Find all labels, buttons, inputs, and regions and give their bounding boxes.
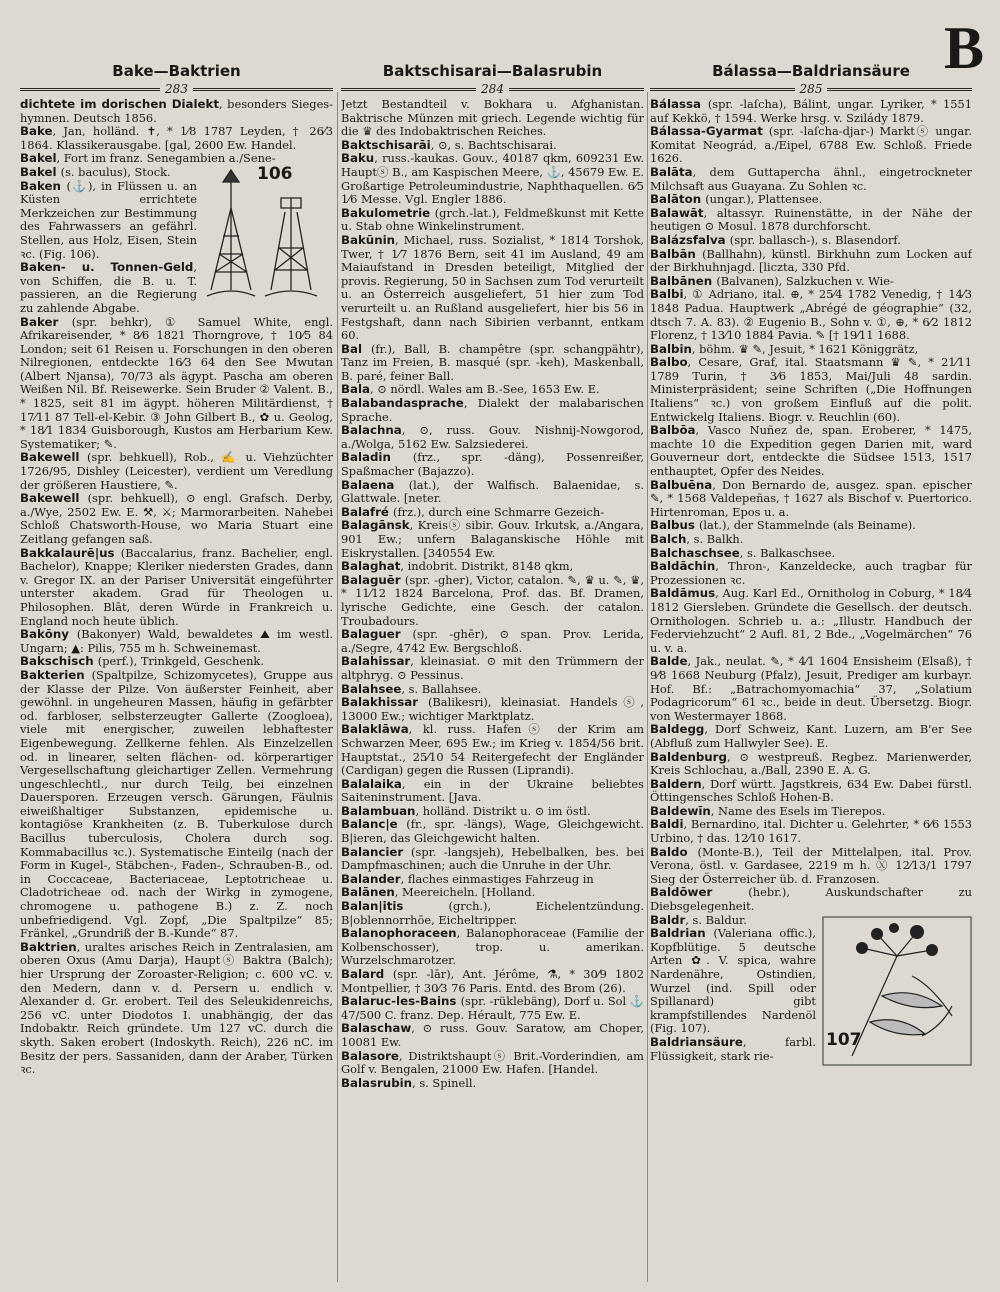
entry: Baken (⚓), in Flüssen u. an Küsten errichtete Merkzeichen zur Bestimmung des Fahrwassers an gefährl. Stellen, aus Holz, Eisen, Stein ꝛc. (Fig. 106). <box>20 178 197 261</box>
page-number: 283 <box>165 82 188 96</box>
entry: Balbi, ① Adriano, ital. ⊕, * 25⁄4 1782 Venedig, † 14⁄3 1848 Padua. Hauptwerk „Abrégé de géographie“ (32, dtsch 7. A. 83). ② Eugenio B., Sohn v. ①, ⊕, * 6⁄2 1812 Florenz, † 13⁄10 1884 Pavia. ✎ [† 19⁄11 1688. <box>650 287 972 343</box>
entry: Balancier (spr. -langsjeh), Hebelbalken, bes. bei Dampfmaschinen; auch die Unruhe in der Uhr. <box>341 844 644 873</box>
entry: Balchaschsee, s. Balkaschsee. <box>650 545 836 560</box>
entry: Balachna, ⊙, russ. Gouv. Nishnij-Nowgorod, a./Wolga, 5162 Ew. Salzsiederei. <box>341 423 644 451</box>
entry: Bala, ⊙ nördl. Wales am B.-See, 1653 Ew. E. <box>341 382 600 397</box>
page-number-bar <box>20 82 333 96</box>
entry: Balch, s. Balkh. <box>650 532 744 546</box>
entry: Balaghat, indobrit. Distrikt, 8148 qkm, <box>341 559 574 574</box>
entry: Baldegg, Dorf Schweiz, Kant. Luzern, am B'er See (Abfluß zum Hallwyler See). E. <box>650 722 972 750</box>
entry: Bálassa-Gyarmat (spr. -laſcha-djar-) Marktⓢ ungar. Komitat Neográd, a./Eipel, 6788 Ew. Schloß. Friede 1626. <box>650 124 972 166</box>
entry-list <box>650 98 972 1063</box>
entry: Jetzt Bestandteil v. Bokhara u. Afghanistan. Baktrische Münzen mit griech. Legende wichtig für die ♛ des Indobaktrischen Reiches. <box>341 97 644 139</box>
entry: Balbo, Cesare, Graf, ital. Staatsmann ♛ ✎, * 21⁄11 1789 Turin, † 3⁄6 1853, Mai/Juli 48 sardin. Ministerpräsident; seine Schriften („Die Hoffnungen Italiens“ ꝛc.) von großem Einfluß auf die polit. Entwickelg Italiens. Biogr. v. Reuchlin (60). <box>650 355 972 424</box>
entry: Bakschisch (perf.), Trinkgeld, Geschenk. <box>20 654 264 669</box>
entry: Baldewīn, Name des Esels im Tierepos. <box>650 803 886 818</box>
column-1 <box>20 60 333 1286</box>
column-2 <box>341 60 644 1286</box>
entry: Balaruc-les-Bains (spr. -rüklebäng), Dorf u. Sol ⚓ 47/500 C. franz. Dep. Hérault, 775 Ew. E. <box>341 994 644 1022</box>
entry: Balagānsk, Kreisⓢ sibir. Gouv. Irkutsk, a./Angara, 901 Ew.; unfern Balaganskische Höhle mit Eiskrystallen. [340554 Ew. <box>341 518 644 560</box>
entry: Baker (spr. behkr), ① Samuel White, engl. Afrikareisender, * 8⁄6 1821 Thorngrove, † 10⁄5 84 London; seit 61 Reisen u. Forschungen in den oberen Nilregionen, entdeckte 16⁄3 64 den See Mwutan (Albert Njansa), 70/73 als ägypt. Pascha am oberen Weißen Nil. Bf. Reisewerke. Sein Bruder ② Valent. B., * 1825, seit 81 im ägypt. höheren Militärdienst, † 17⁄11 87 Tell-el-Kebir. ③ John Gilbert B., ✿ u. Geolog, * 18⁄1 1834 Guisborough, Kustos am Herbarium Kew. Systematiker; ✎. <box>20 314 333 451</box>
entry: Baldōwer (hebr.), Auskundschafter zu Diebsgelegenheit. <box>650 885 972 914</box>
page-number: 284 <box>481 82 504 96</box>
entry: Baldāmus, Aug. Karl Ed., Ornitholog in Coburg, * 18⁄4 1812 Giersleben. Gründete die Gesellsch. der deutsch. Ornithologen. Schrieb u. a.: „Illustr. Handbuch der Federviehzucht“ 2 Aufl. 81, 2 Bde., „Vogelmärchen“ 76 u. v. a. <box>650 586 972 655</box>
entry: Balāta, dem Guttapercha ähnl., eingetrockneter Milchsaft aus Guayana. Zu Sohlen ꝛc. <box>650 164 972 193</box>
entry: Balbānen (Balvanen), Salzkuchen v. Wie- <box>650 273 894 288</box>
entry: Balakhissar (Balikesri), kleinasiat. Handelsⓢ, 13000 Ew.; wichtiger Marktplatz. <box>341 695 644 723</box>
entry: Balaena (lat.), der Walfisch. Balaenidae, s. Glattwale. [neter. <box>341 477 644 506</box>
entry: Balahissar, kleinasiat. ⊙ mit den Trümmern der altphryg. ⊙ Pessinus. <box>341 654 644 682</box>
figure-beacon <box>203 163 333 306</box>
entry: Balahsee, s. Ballahsee. <box>341 681 482 696</box>
column-divider <box>337 92 338 1282</box>
entry: Baldāchin, Thron-, Kanzeldecke, auch tragbar für Prozessionen ꝛc. <box>650 559 972 587</box>
entry: Baktschisarāi, ⊙, s. Bachtschisarai. <box>341 137 557 152</box>
entry: Balbuēna, Don Bernardo de, ausgez. span. epischer ✎, * 1568 Valdepeñas, † 1627 als Bischof v. Puertorico. Hirtenroman, Epos u. a. <box>650 477 972 519</box>
entry: Balawāt, altassyr. Ruinenstätte, in der Nähe der heutigen ⊙ Mosul. 1878 durchforscht. <box>650 205 972 234</box>
entry: Bakōny (Bakonyer) Wald, bewaldetes ⛰ im westl. Ungarn; ▲: Pilis, 755 m h. Schweinemast. <box>20 627 333 655</box>
page-number-bar <box>650 82 972 96</box>
entry: Bakkalaurē|us (Baccalarius, franz. Bachelier, engl. Bachelor), Knappe; Kleriker niedersten Grades, dann v. Gregor IX. an der Pariser Universität eingeführter unterster akadem. Grad für Theologen u. Philosophen. Blāt, deren Würde in Frankreich u. England noch heute üblich. <box>20 545 333 628</box>
page-number: 285 <box>799 82 823 96</box>
entry: Baken- u. Tonnen-Geld, von Schiffen, die B. u. T. passieren, an die Regierung zu zahlende Abgabe. <box>20 260 197 315</box>
entry: Bal (fr.), Ball, B. champêtre (spr. schangpähtr), Tanz im Freien, B. masqué (spr. -keh), Maskenball, B. paré, feiner Ball. <box>341 341 644 383</box>
running-header: Bake—Baktrien <box>112 62 241 80</box>
entry-list <box>20 98 333 1077</box>
entry: Balbān (Ballhahn), künstl. Birkhuhn zum Locken auf der Birkhuhnjagd. [liczta, 330 Pfd. <box>650 246 972 275</box>
column-3 <box>650 60 972 1286</box>
entry: Balafré (frz.), durch eine Schmarre Gezeich- <box>341 504 605 519</box>
running-header: Baktschisarai—Balasrubin <box>382 62 603 80</box>
figure-valerian <box>822 916 972 1066</box>
entry: Balalaika, ein in der Ukraine beliebtes Saiteninstrument. [Java. <box>341 776 644 805</box>
entry: Balānen, Meereicheln. [Holland. <box>341 885 536 900</box>
entry: Bakterien (Spaltpilze, Schizomycetes), Gruppe aus der Klasse der Pilze. Von äußerster Feinheit, aber gewöhnl. in ungeheuren Massen, häufig in gefärbter od. farbloser, selbsterzeugter Gallerte (Zoogloea), viele mit energischer, zuweilen lebhaftester Eigenbewegung. Zellkerne fehlen. Als Einzelzellen od. in linearer, selten flächen- od. körperartiger Vergesellschaftung gleichartiger Zellen. Vermehrung ungeschlechtl., nur durch Teilg, bei einzelnen Dauersporen. Erzeugen versch. Gärungen, Fäulnis eiweißhaltiger Substanzen, epidemische u. kontagiöse Krankheiten (z. B. Tuberkulose durch Bacillus tuberculosis, Cholera durch sog. Kommabacillus ꝛc.). Systematische Einteilg (nach der Form in Kugel-, Stäbchen-, Faden-, Schrauben-B., od. in Coccaceae, Bacteriaceae, Leptotricheae u. Cladotricheae od. nach der Wirkg in zymogene, chromogene u. pathogene B.) z. Z. noch unbefriedigend. Vgl. Zopf, „Die Spaltpilze“ 85; Fränkel, „Grundriß der B.-Kunde“ 87. <box>20 667 333 941</box>
entry: Balázsfalva (spr. ballasch-), s. Blasendorf. <box>650 232 901 247</box>
entry: Balbin, böhm. ♛ ✎, Jesuit, * 1621 Königgrätz, <box>650 341 919 356</box>
entry: Baldi, Bernardino, ital. Dichter u. Gelehrter, * 6⁄6 1553 Urbino, † das. 12⁄10 1617. <box>650 817 972 846</box>
entry: Baldrian (Valeriana offic.), Kopfblütige. 5 deutsche Arten ✿. V. spica, wahre Nardenähre, Ostindien, Wurzel (ind. Spill oder Spillanard) gibt krampfstillendes Nardenöl (Fig. 107). <box>650 926 816 1036</box>
entry: Baladin (frz., spr. -däng), Possenreißer, Spaßmacher (Bajazzo). <box>341 450 644 479</box>
entry: Balaschaw, ⊙ russ. Gouv. Saratow, am Choper, 10081 Ew. <box>341 1021 644 1049</box>
entry: Balasore, Distriktshauptⓢ Brit.-Vorderindien, am Golf v. Bengalen, 21000 Ew. Hafen. [Handel. <box>341 1048 644 1077</box>
entry: Balaguēr (spr. -gher), Victor, catalon. ✎, ♛ u. ✎, ♛, * 11⁄12 1824 Barcelona, Prof. das. Bf. Dramen, lyrische Gedichte, eine Gesch. der catalon. Troubadours. <box>341 572 644 628</box>
entry: Balan|itis (grch.), Eichelentzündung. B|oblennorrhōe, Eicheltripper. <box>341 899 644 927</box>
entry: Baldo (Monte-B.), Teil der Mittelalpen, ital. Prov. Verona, östl. v. Gardasee, 2219 m h. Ⓧ 12⁄13/1 1797 Sieg der Österreicher üb. d. Franzosen. <box>650 844 972 886</box>
page-number-bar <box>341 82 644 96</box>
entry: Balde, Jak., neulat. ✎, * 4⁄1 1604 Ensisheim (Elsaß), † 9⁄8 1668 Neuburg (Pfalz), Jesuit, Prediger am kurbayr. Hof. Bf.: „Batrachomyomachia“ 37, „Solatium Podagricorum“ 61 ꝛc., beide in deut. Übersetzg. Biogr. von Westermayer 1868. <box>650 654 972 723</box>
entry: dichtete im dorischen Dialekt, besonders Sieges-hymnen. Deutsch 1856. <box>20 97 333 125</box>
entry: Balard (spr. -lār), Ant. Jérôme, ⚗, * 30⁄9 1802 Montpellier, † 30⁄3 76 Paris. Entd. des Brom (26). <box>341 967 644 995</box>
entry: Balbus (lat.), der Stammelnde (als Beiname). <box>650 518 916 533</box>
entry: Bakewell (spr. behkuell), ⊙ engl. Grafsch. Derby, a./Wye, 2502 Ew. E. ⚒, ⚔; Marmorarbeiten. Nahebei Schloß Chatsworth-House, wo Maria Stuart eine Zeitlang gefangen saß. <box>20 491 333 546</box>
entry: Bakel (s. baculus), Stock. <box>20 164 171 179</box>
entry: Bakulometrie (grch.-lat.), Feldmeßkunst mit Kette u. Stab ohne Winkelinstrument. <box>341 205 644 234</box>
entry: Bálassa (spr. -laſcha), Bálint, ungar. Lyriker, * 1551 auf Kekkö, † 1594. Werke hrsg. v. Szilády 1879. <box>650 97 972 125</box>
entry: Baldr, s. Baldur. <box>650 912 747 927</box>
entry: Bakewell (spr. behkuell), Rob., ✍ u. Viehzüchter 1726/95, Dishley (Leicester), verdient um Veredlung der größeren Haustiere, ✎. <box>20 450 333 492</box>
entry: Balaklāwa, kl. russ. Hafenⓢ der Krim am Schwarzen Meer, 695 Ew.; im Krieg v. 1854/56 brit. Hauptstat., 25⁄10 54 Reitergefecht der Engländer (Cardigan) gegen die Russen (Liprandi). <box>341 722 644 778</box>
entry: Balanophoraceen, Balanophoraceae (Familie der Kolbenschosser), trop. u. amerikan. Wurzelschmarotzer. <box>341 926 644 968</box>
entry: Baldriansäure, farbl. Flüssigkeit, stark rie- <box>650 1034 816 1063</box>
entry-list <box>341 98 644 1090</box>
entry: Bakūnin, Michael, russ. Sozialist, * 1814 Torshok, Twer, † 1⁄7 1876 Bern, seit 41 im Ausland, 49 am Maiaufstand in Dresden beteiligt, Mitglied der provis. Regierung, 50 in Sachsen zum Tod verurteilt u. an Österreich ausgeliefert, 51 hier zum Tod verurteilt u. an Rußland ausgeliefert, hier bis 56 in Festgshaft, dann nach Sibirien verbannt, entkam 60. <box>341 232 644 343</box>
entry: Balambuan, holländ. Distrikt u. ⊙ im östl. <box>341 803 591 818</box>
entry: Bake, Jan, holländ. ✝, * 1⁄8 1787 Leyden, † 26⁄3 1864. Klassikerausgabe. [gal, 2600 Ew. Handel. <box>20 124 333 152</box>
entry: Baldern, Dorf württ. Jagstkreis, 634 Ew. Dabei fürstl. Öttingensches Schloß Hohen-B. <box>650 776 972 805</box>
figure-number: 106 <box>257 163 293 184</box>
entry: Baldenburg, ⊙ westpreuß. Regbez. Marienwerder, Kreis Schlochau, a./Ball, 2390 E. A. G. <box>650 749 972 778</box>
entry: Balāton (ungar.), Plattensee. <box>650 192 823 207</box>
entry: Balaguer (spr. -ghēr), ⊙ span. Prov. Lerida, a./Segre, 4742 Ew. Bergschloß. <box>341 627 644 655</box>
column-divider <box>647 92 648 1282</box>
entry: Balasrubin, s. Spinell. <box>341 1075 477 1090</box>
beacon-illustration <box>203 163 333 306</box>
entry: Baku, russ.-kaukas. Gouv., 40187 qkm, 609231 Ew. Hauptⓢ B., am Kaspischen Meere, ⚓, 45679 Ew. E. Großartige Petroleumindustrie, Naphthaquellen. 6⁄5 1⁄6 Messe. Vgl. Engler 1886. <box>341 151 644 207</box>
entry: Bakel, Fort im franz. Senegambien a./Sene- <box>20 151 276 166</box>
entry: Balabandasprache, Dialekt der malabarischen Sprache. <box>341 396 644 424</box>
entry: Balanc|e (fr., spr. -längs), Wage, Gleichgewicht. B|ieren, das Gleichgewicht halten. <box>341 817 644 846</box>
entry: Baktrien, uraltes arisches Reich in Zentralasien, am oberen Oxus (Amu Darja), Hauptⓢ Baktra (Balch); hier Ursprung der Zoroaster-Religion; c. 600 vC. v. den Medern, dann v. d. Persern u. endlich v. Alexander d. Gr. erobert. Teil des Seleukidenreichs, 256 vC. unter Diodotos I. unabhängig, der das Indobaktr. Reich gründete. Um 127 vC. durch die skyth. Saken erobert (Indoskyth. Reich), 226 nC. im Besitz der pers. Sassaniden, dann der Araber, Türken ꝛc. <box>20 939 333 1077</box>
entry: Balbōa, Vasco Nuñez de, span. Eroberer, * 1475, machte 10 die Expedition gegen Darien mit, ward Gouverneur dort, entdeckte die Südsee 1513, 1517 enthauptet, Opfer des Neides. <box>650 423 972 479</box>
running-header: Bálassa—Baldriansäure <box>712 62 910 80</box>
section-letter: B <box>943 15 984 81</box>
figure-number: 107 <box>826 1029 862 1050</box>
entry: Balander, flaches einmastiges Fahrzeug in <box>341 871 594 886</box>
